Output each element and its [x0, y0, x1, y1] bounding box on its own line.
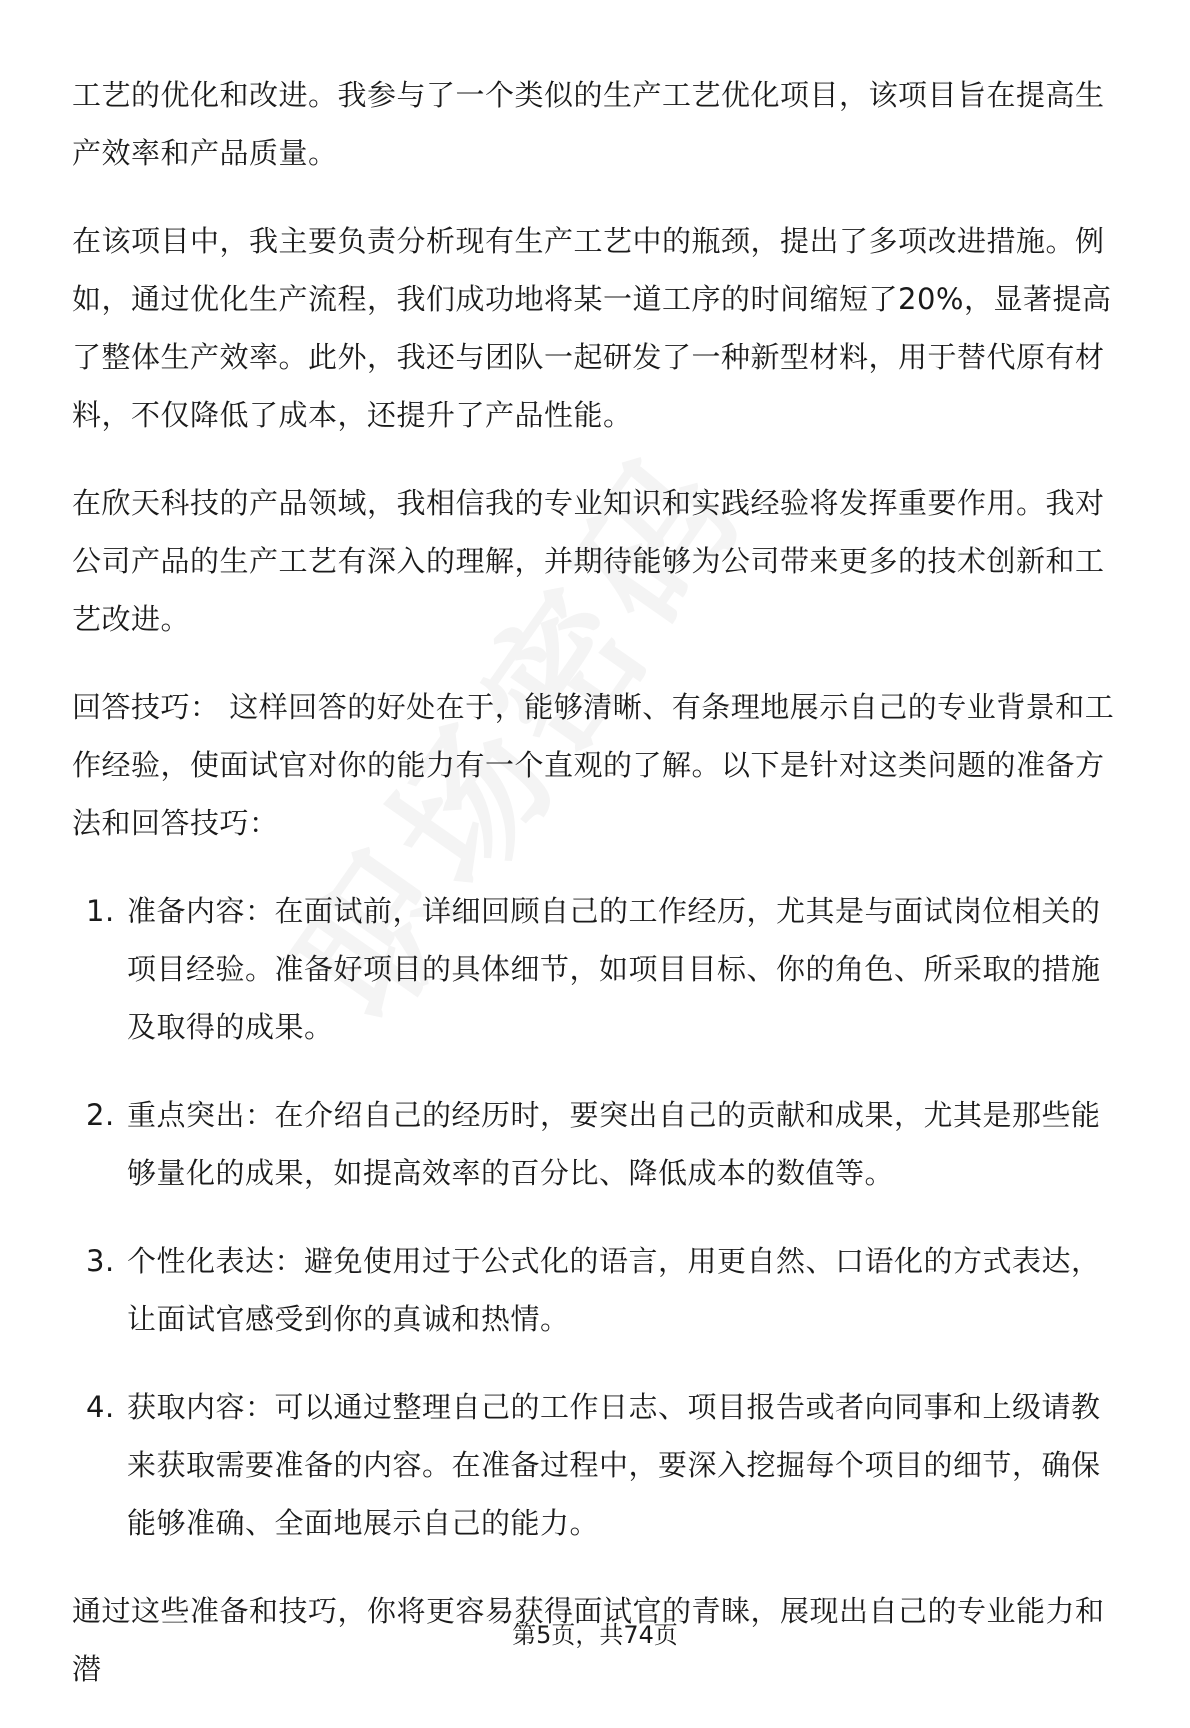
list-number: 2.: [86, 1098, 115, 1132]
paragraph-3: 在欣天科技的产品领域，我相信我的专业知识和实践经验将发挥重要作用。我对公司产品的生产工艺有深入的理解，并期待能够为公司带来更多的技术创新和工艺改进。: [72, 486, 1105, 636]
paragraph-2: 在该项目中，我主要负责分析现有生产工艺中的瓶颈，提出了多项改进措施。例如，通过优化生产流程，我们成功地将某一道工序的时间缩短了20%，显著提高了整体生产效率。此外，我还与团队一起研发了一种新型材料，用于替代原有材料，不仅降低了成本，还提升了产品性能。: [72, 224, 1112, 432]
list-item: [72, 1232, 1120, 1348]
list-item: [72, 882, 1120, 1056]
paragraph-answer-tips: 回答技巧： 这样回答的好处在于，能够清晰、有条理地展示自己的专业背景和工作经验，使面试官对你的能力有一个直观的了解。以下是针对这类问题的准备方法和回答技巧：: [72, 690, 1115, 840]
list-number: 3.: [86, 1244, 115, 1278]
list-item-text: 个性化表达：避免使用过于公式化的语言，用更自然、口语化的方式表达，让面试官感受到你的真诚和热情。: [127, 1244, 1101, 1336]
list-number: 4.: [86, 1390, 115, 1424]
list-item-text: 准备内容：在面试前，详细回顾自己的工作经历，尤其是与面试岗位相关的项目经验。准备好项目的具体细节，如项目目标、你的角色、所采取的措施及取得的成果。: [127, 894, 1101, 1044]
list-item: [72, 1378, 1120, 1552]
paragraph-1: 工艺的优化和改进。我参与了一个类似的生产工艺优化项目，该项目旨在提高生产效率和产品质量。: [72, 78, 1105, 170]
list-item-text: 获取内容：可以通过整理自己的工作日志、项目报告或者向同事和上级请教来获取需要准备的内容。在准备过程中，要深入挖掘每个项目的细节，确保能够准确、全面地展示自己的能力。: [127, 1390, 1101, 1540]
list-number: 1.: [86, 894, 115, 928]
document-body: [72, 66, 1120, 1728]
list-item-text: 重点突出：在介绍自己的经历时，要突出自己的贡献和成果，尤其是那些能够量化的成果，如提高效率的百分比、降低成本的数值等。: [127, 1098, 1101, 1190]
list-item: [72, 1086, 1120, 1202]
closing-paragraph: 通过这些准备和技巧，你将更容易获得面试官的青睐，展现出自己的专业能力和潜: [72, 1594, 1105, 1686]
page-footer: 第5页，共74页: [512, 1621, 678, 1649]
tips-list: [72, 882, 1120, 1552]
